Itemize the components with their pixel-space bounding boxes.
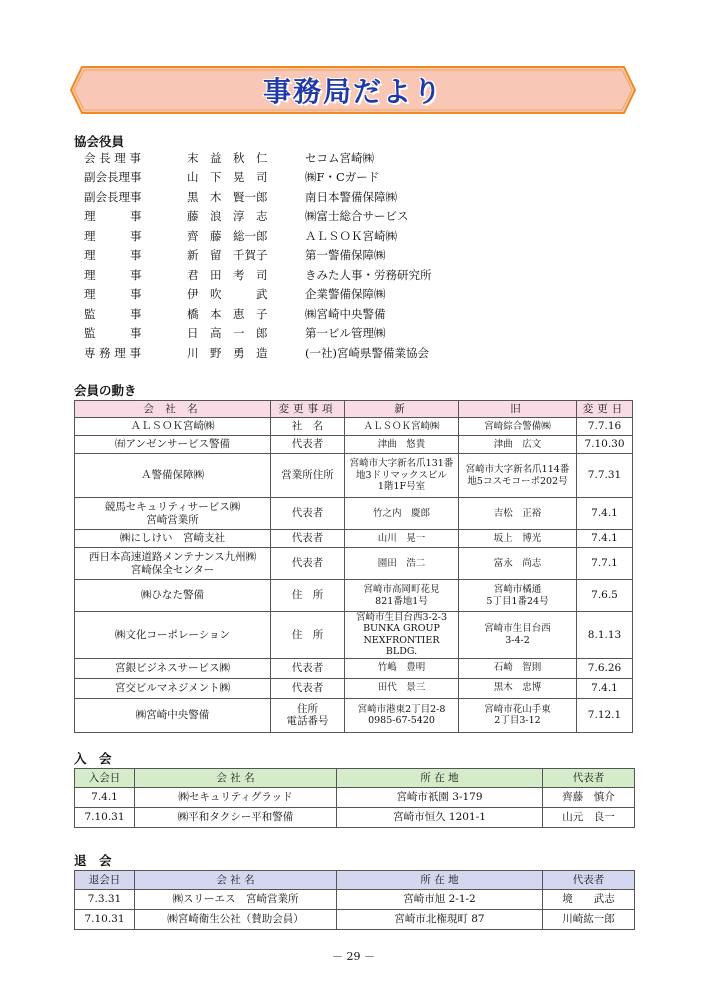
table-cell: Ａ警備保障㈱ bbox=[75, 454, 271, 498]
table-row bbox=[75, 890, 635, 910]
officer-organization: ㈱宮崎中央警備 bbox=[305, 306, 386, 321]
table-cell: ㈱にしけい 宮崎支社 bbox=[75, 530, 271, 548]
table-cell: 7.3.31 bbox=[75, 890, 135, 910]
table-cell: ㈱ひなた警備 bbox=[75, 580, 271, 612]
table-cell: 宮崎綜合警備㈱ bbox=[459, 418, 577, 436]
table-cell: 7.7.16 bbox=[577, 418, 633, 436]
table-row bbox=[75, 612, 633, 659]
table-cell: 黒木 忠博 bbox=[459, 678, 577, 698]
table-cell: 7.12.1 bbox=[577, 698, 633, 732]
leave-table bbox=[74, 870, 635, 930]
table-row bbox=[75, 658, 633, 678]
officer-organization: きみた人事・労務研究所 bbox=[305, 267, 432, 282]
join-header-cell: 会 社 名 bbox=[135, 769, 337, 788]
officers-heading: 協会役員 bbox=[74, 134, 125, 149]
officer-row bbox=[84, 226, 432, 246]
officer-name: 日 高 一 郎 bbox=[187, 326, 268, 341]
officer-organization: 企業警備保障㈱ bbox=[305, 287, 386, 302]
table-row bbox=[75, 418, 633, 436]
officer-name: 山 下 晃 司 bbox=[187, 170, 268, 185]
table-cell: 竹嶋 豊明 bbox=[345, 658, 459, 678]
officer-organization: 第一警備保障㈱ bbox=[305, 248, 386, 263]
officer-row bbox=[84, 304, 432, 324]
officer-organization: (一社)宮崎県警備業協会 bbox=[305, 345, 429, 360]
table-cell: 代表者 bbox=[271, 436, 345, 454]
table-row bbox=[75, 910, 635, 930]
members-header-cell: 旧 bbox=[459, 401, 577, 418]
table-cell: 富永 尚志 bbox=[459, 548, 577, 580]
table-cell: ＡＬＳＯＫ宮崎㈱ bbox=[345, 418, 459, 436]
officer-row bbox=[84, 324, 432, 344]
officers-list bbox=[84, 148, 432, 363]
table-cell: 山元 良一 bbox=[543, 808, 635, 828]
members-header-cell: 変更事項 bbox=[271, 401, 345, 418]
officer-role: 理 事 bbox=[84, 248, 142, 263]
officer-name: 橋 本 恵 子 bbox=[187, 306, 268, 321]
table-row bbox=[75, 698, 633, 732]
table-cell: 宮崎市港東2丁目2-8 0985-67-5420 bbox=[345, 698, 459, 732]
table-cell: 田代 景三 bbox=[345, 678, 459, 698]
officer-role: 監 事 bbox=[84, 326, 142, 341]
officer-role: 副会長理事 bbox=[84, 189, 142, 204]
table-cell: 宮崎市花山手東 2丁目3-12 bbox=[459, 698, 577, 732]
page-title: 事務局だより bbox=[262, 75, 443, 108]
table-cell: 宮崎市大字新名爪114番 地5コスモコーポ202号 bbox=[459, 454, 577, 498]
officer-role: 会 長 理 事 bbox=[84, 150, 141, 165]
table-cell: 竹之内 慶郎 bbox=[345, 498, 459, 530]
table-cell: 7.4.1 bbox=[577, 530, 633, 548]
table-row bbox=[75, 788, 635, 808]
table-row bbox=[75, 530, 633, 548]
table-cell: 齊藤 慎介 bbox=[543, 788, 635, 808]
officer-row bbox=[84, 285, 432, 305]
table-cell: 7.7.31 bbox=[577, 454, 633, 498]
table-cell: ㈲アンゼンサービス警備 bbox=[75, 436, 271, 454]
table-cell: 西日本高速道路メンテナンス九州㈱ 宮崎保全センター bbox=[75, 548, 271, 580]
officer-organization: 第一ビル管理㈱ bbox=[305, 326, 386, 341]
table-cell: 7.4.1 bbox=[577, 498, 633, 530]
members-heading: 会員の動き bbox=[74, 383, 137, 398]
table-cell: 宮崎市北権現町 87 bbox=[337, 910, 543, 930]
table-cell: 宮交ビルマネジメント㈱ bbox=[75, 678, 271, 698]
table-cell: 7.4.1 bbox=[577, 678, 633, 698]
table-cell: 競馬セキュリティサービス㈱ 宮崎営業所 bbox=[75, 498, 271, 530]
officer-row bbox=[84, 168, 432, 188]
page-number: － 29 － bbox=[332, 950, 375, 963]
officer-role: 副会長理事 bbox=[84, 170, 142, 185]
table-cell: 坂上 博光 bbox=[459, 530, 577, 548]
table-row bbox=[75, 678, 633, 698]
table-row bbox=[75, 454, 633, 498]
table-cell: ㈱宮崎衛生公社（賛助会員） bbox=[135, 910, 337, 930]
table-cell: ㈱平和タクシー平和警備 bbox=[135, 808, 337, 828]
table-cell: 宮崎市大字新名爪131番 地3ドリマックスビル 1階1F号室 bbox=[345, 454, 459, 498]
officer-name: 君 田 考 司 bbox=[187, 267, 268, 282]
join-header-cell: 所 在 地 bbox=[337, 769, 543, 788]
table-cell: 8.1.13 bbox=[577, 612, 633, 659]
table-cell: 住所 電話番号 bbox=[271, 698, 345, 732]
officer-name: 伊 吹 武 bbox=[187, 287, 268, 302]
table-cell: 住 所 bbox=[271, 580, 345, 612]
leave-header-cell: 所 在 地 bbox=[337, 871, 543, 890]
table-cell: 住 所 bbox=[271, 612, 345, 659]
officer-name: 新 留 千賀子 bbox=[187, 248, 268, 263]
table-cell: 園田 浩二 bbox=[345, 548, 459, 580]
officer-name: 末 益 秋 仁 bbox=[187, 150, 268, 165]
table-row bbox=[75, 580, 633, 612]
leave-header-cell: 退会日 bbox=[75, 871, 135, 890]
officer-organization: ㈱F・Cガード bbox=[305, 170, 380, 185]
join-table bbox=[74, 768, 635, 828]
officer-role: 理 事 bbox=[84, 209, 142, 224]
members-header-cell: 変更日 bbox=[577, 401, 633, 418]
table-cell: 石崎 智則 bbox=[459, 658, 577, 678]
officer-name: 齊 藤 総一郎 bbox=[187, 228, 268, 243]
table-cell: 津曲 悠貴 bbox=[345, 436, 459, 454]
officer-organization: ㈱富士総合サービス bbox=[305, 209, 409, 224]
officer-name: 川 野 勇 造 bbox=[187, 345, 268, 360]
table-cell: ㈱宮崎中央警備 bbox=[75, 698, 271, 732]
table-cell: 7.6.26 bbox=[577, 658, 633, 678]
table-cell: 宮崎市生目台西 3-4-2 bbox=[459, 612, 577, 659]
officer-organization: ＡＬＳＯＫ宮崎㈱ bbox=[305, 228, 397, 243]
officer-row bbox=[84, 187, 432, 207]
table-cell: 7.10.30 bbox=[577, 436, 633, 454]
table-cell: 津曲 広文 bbox=[459, 436, 577, 454]
table-cell: 代表者 bbox=[271, 498, 345, 530]
table-cell: 代表者 bbox=[271, 658, 345, 678]
officer-organization: 南日本警備保障㈱ bbox=[305, 189, 397, 204]
table-cell: 代表者 bbox=[271, 678, 345, 698]
members-header-cell: 新 bbox=[345, 401, 459, 418]
table-row bbox=[75, 436, 633, 454]
table-cell: 7.6.5 bbox=[577, 580, 633, 612]
officer-role: 専 務 理 事 bbox=[84, 345, 141, 360]
join-header-cell: 代表者 bbox=[543, 769, 635, 788]
table-cell: 宮崎市旭 2-1-2 bbox=[337, 890, 543, 910]
officer-row bbox=[84, 148, 432, 168]
table-cell: 営業所住所 bbox=[271, 454, 345, 498]
table-cell: 宮崎市生目台西3-2-3 BUNKA GROUP NEXFRONTIER BLDG. bbox=[345, 612, 459, 659]
member-changes-table bbox=[74, 400, 633, 733]
officer-row bbox=[84, 207, 432, 227]
join-heading: 入 会 bbox=[74, 751, 112, 766]
officer-role: 理 事 bbox=[84, 287, 142, 302]
table-cell: 吉松 正裕 bbox=[459, 498, 577, 530]
table-cell: 山川 晃一 bbox=[345, 530, 459, 548]
leave-header-cell: 会 社 名 bbox=[135, 871, 337, 890]
table-cell: 宮崎市高岡町花見 821番地1号 bbox=[345, 580, 459, 612]
officer-row bbox=[84, 343, 432, 363]
table-cell: 社 名 bbox=[271, 418, 345, 436]
table-cell: ＡＬＳＯＫ宮崎㈱ bbox=[75, 418, 271, 436]
table-cell: 川崎紘一郎 bbox=[543, 910, 635, 930]
table-cell: 宮崎市橘通 5丁目1番24号 bbox=[459, 580, 577, 612]
table-cell: 7.7.1 bbox=[577, 548, 633, 580]
officer-role: 理 事 bbox=[84, 228, 142, 243]
table-cell: 7.10.31 bbox=[75, 910, 135, 930]
officer-row bbox=[84, 246, 432, 266]
leave-heading: 退 会 bbox=[74, 853, 112, 868]
table-cell: 宮銀ビジネスサービス㈱ bbox=[75, 658, 271, 678]
table-cell: 代表者 bbox=[271, 530, 345, 548]
title-banner bbox=[70, 66, 636, 114]
members-header-cell: 会 社 名 bbox=[75, 401, 271, 418]
table-cell: 7.4.1 bbox=[75, 788, 135, 808]
officer-organization: セコム宮崎㈱ bbox=[305, 150, 374, 165]
officer-name: 藤 浪 淳 志 bbox=[187, 209, 268, 224]
table-row bbox=[75, 498, 633, 530]
table-row bbox=[75, 548, 633, 580]
table-row bbox=[75, 808, 635, 828]
join-header-cell: 入会日 bbox=[75, 769, 135, 788]
table-cell: 宮崎市恒久 1201-1 bbox=[337, 808, 543, 828]
leave-header-cell: 代表者 bbox=[543, 871, 635, 890]
officer-name: 黒 木 賢一郎 bbox=[187, 189, 268, 204]
table-cell: 代表者 bbox=[271, 548, 345, 580]
table-cell: 7.10.31 bbox=[75, 808, 135, 828]
table-cell: ㈱セキュリティグラッド bbox=[135, 788, 337, 808]
officer-role: 監 事 bbox=[84, 306, 142, 321]
table-cell: ㈱スリーエス 宮崎営業所 bbox=[135, 890, 337, 910]
table-cell: 宮崎市祇園 3-179 bbox=[337, 788, 543, 808]
table-cell: ㈱文化コーポレーション bbox=[75, 612, 271, 659]
officer-role: 理 事 bbox=[84, 267, 142, 282]
officer-row bbox=[84, 265, 432, 285]
table-cell: 境 武志 bbox=[543, 890, 635, 910]
